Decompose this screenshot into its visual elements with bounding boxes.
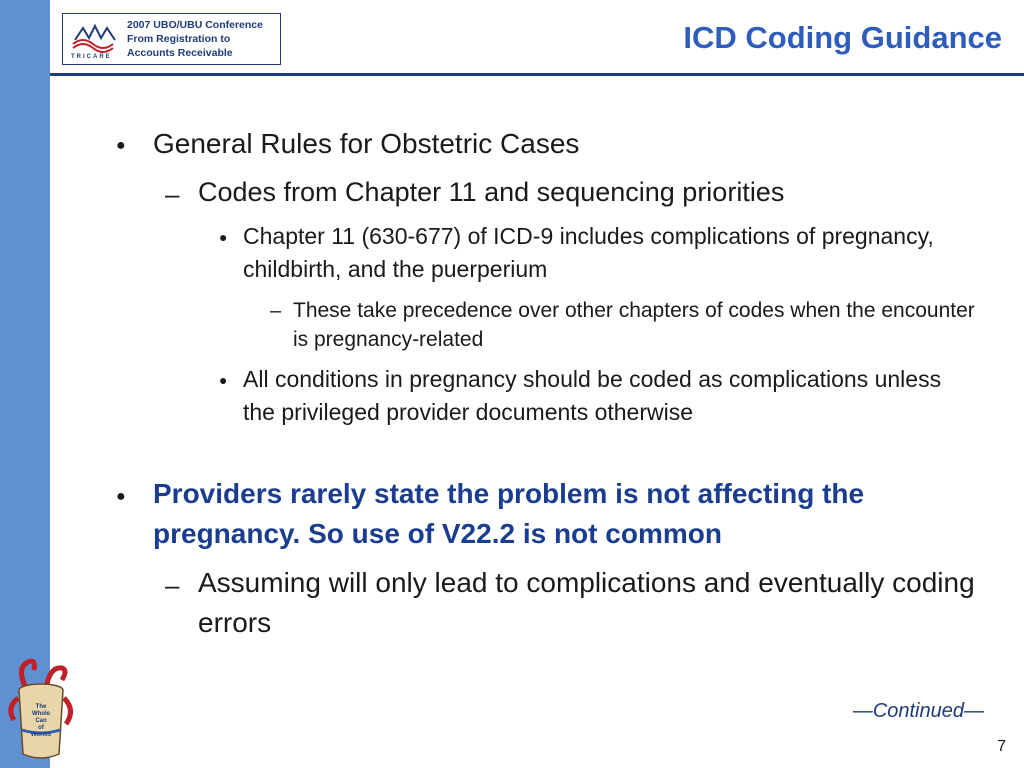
bullet-icon: ●	[116, 488, 126, 505]
list-item: These take precedence over other chapters of codes when the encounter is pregnancy-related	[293, 299, 975, 351]
dash-icon: –	[165, 570, 180, 600]
list-item: Providers rarely state the problem is not affecting the pregnancy. So use of V22.2 is not common	[153, 478, 865, 549]
sidebar-band	[0, 0, 50, 768]
mascot-line: of	[38, 725, 44, 731]
conference-line: Accounts Receivable	[127, 47, 233, 59]
mascot-line: Whole	[32, 711, 50, 717]
mascot-line: Can	[35, 718, 47, 724]
logo-text: TRICARE	[71, 54, 112, 60]
worms-can-icon	[6, 658, 76, 763]
slide-title: ICD Coding Guidance	[683, 20, 1002, 55]
tricare-logo-icon	[69, 18, 123, 60]
list-item: Codes from Chapter 11 and sequencing priorities	[198, 177, 785, 207]
mascot-line: The	[35, 704, 47, 710]
mascot-line: Worms	[30, 732, 52, 738]
conference-logo	[62, 13, 281, 65]
continued-note: —Continued—	[852, 700, 984, 722]
list-item: All conditions in pregnancy should be coded as complications unless the privileged provider documents otherwise	[243, 366, 942, 425]
title-divider	[50, 73, 1024, 76]
conference-title	[127, 18, 263, 60]
bullet-icon: ●	[116, 137, 126, 154]
dash-icon: –	[165, 179, 180, 209]
list-item: General Rules for Obstetric Cases	[153, 128, 580, 159]
conference-line: 2007 UBO/UBU Conference	[127, 19, 263, 31]
dash-icon: –	[270, 300, 282, 322]
conference-line: From Registration to	[127, 33, 231, 45]
bullet-icon: ●	[219, 372, 228, 388]
page-number: 7	[997, 738, 1006, 755]
list-item: Chapter 11 (630-677) of ICD-9 includes complications of pregnancy, childbirth, and the puerperium	[243, 223, 934, 282]
bullet-icon: ●	[219, 229, 228, 245]
list-item: Assuming will only lead to complications and eventually coding errors	[198, 567, 975, 638]
